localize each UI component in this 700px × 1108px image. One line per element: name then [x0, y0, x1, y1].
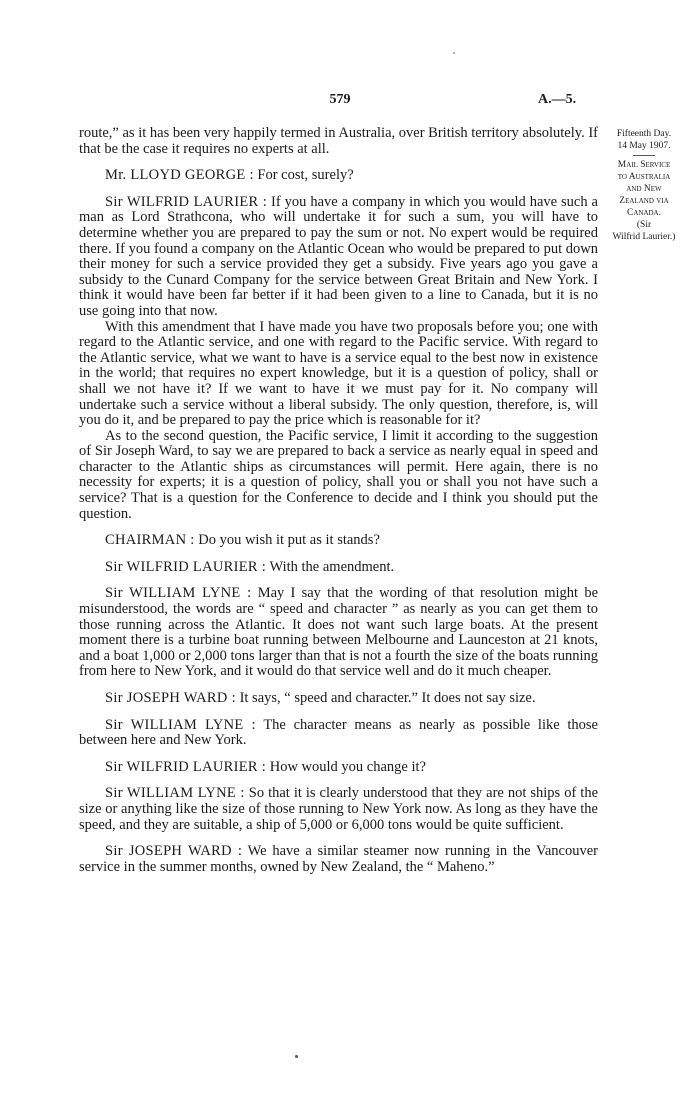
paragraph-text: route,” as it has been very happily termed in Australia, over British territory absolutely. If that be the case it requires no experts at all. — [79, 125, 598, 157]
paragraph-text: We have a similar steamer now running in the Vancouver service in the summer months, owned by New Zealand, the “ Maheno.” — [79, 843, 598, 875]
margin-topic-line: Mail Service — [617, 160, 671, 170]
margin-date: 14 May 1907. — [617, 141, 671, 151]
margin-divider — [633, 155, 655, 156]
margin-topic-line: Canada. — [627, 208, 661, 218]
paragraph — [79, 786, 598, 833]
paragraph — [79, 429, 598, 523]
margin-topic-line: and New — [626, 184, 662, 194]
paragraph — [79, 691, 598, 707]
paragraph-text: With the amendment. — [269, 558, 395, 575]
speaker-name: Sir WILFRID LAURIER : — [105, 758, 267, 775]
paragraph-text: As to the second question, the Pacific service, I limit it according to the suggestion of Sir Joseph Ward, to say we are prepared to back a service as nearly equal in speed and character to the Atlantic ships as circumstances will permit. Here again, there is no necessity for experts; it is a question of policy, shall you or shall you not have such a service? That is a question for the Conference to decide and I think you should put the question. — [79, 427, 598, 522]
margin-speaker-line: Wilfrid Laurier.) — [612, 232, 676, 242]
page-number: 579 — [329, 92, 351, 107]
paragraph-text: Do you wish it put as it stands? — [198, 532, 380, 549]
paragraph — [79, 533, 598, 549]
paragraph-text: May I say that the wording of that resolution might be misunderstood, the words are “ speed and character ” as nearly as you can get them to those running across the Atlantic. It does not want such large boats. At the present moment there is a turbine boat running between Melbourne and Launceston at 21 knots, and a boat 1,000 or 2,000 tons larger than that is not a fourth the size of the boats running from here to New York, and it would do that service well and do it much cheaper. — [79, 585, 599, 680]
paragraph-text: For cost, surely? — [257, 167, 354, 184]
document-reference: A.—5. — [538, 92, 577, 107]
paragraph-text: How would you change it? — [269, 758, 426, 775]
margin-speaker-line: (Sir — [636, 220, 652, 230]
paragraph — [79, 320, 598, 429]
paragraph-text: The character means as nearly as possible like those between here and New York. — [79, 716, 598, 749]
paragraph — [79, 718, 598, 749]
paragraph-text: With this amendment that I have made you have two proposals before you; one with regard to the Atlantic service, and one with regard to the Pacific service. With regard to the Atlantic service, what we want to have is a service equal to the best now in existence in the world; that requires no expert knowledge, but it is a question of policy, shall or shall we not have it? If we want to have it we must pay for it. No company will undertake such a service without a liberal subsidy. The only question, therefore, is, will you do it, and be prepared to pay the price which is reasonable for it? — [79, 318, 598, 429]
paragraph — [79, 586, 598, 680]
paragraph — [79, 195, 598, 320]
speaker-name: Sir WILFRID LAURIER : — [105, 193, 268, 210]
paragraph — [79, 126, 598, 157]
paragraph-text: So that it is clearly understood that they are not ships of the size or anything like the size of those running to New York now. As long as they have the speed, and they are suitable, a ship of 5,000 or 6,000 tons would be quite sufficient. — [79, 785, 599, 833]
speaker-name: CHAIRMAN : — [105, 532, 195, 549]
paper-speck — [453, 52, 455, 54]
margin-topic-line: Zealand via — [619, 196, 669, 206]
paragraph-text: It says, “ speed and character.” It does not say size. — [239, 690, 536, 706]
speaker-name: Sir WILLIAM LYNE : — [105, 785, 245, 802]
paragraph — [79, 760, 598, 776]
speaker-name: Mr. LLOYD GEORGE : — [105, 167, 254, 184]
speaker-name: Sir JOSEPH WARD : — [105, 843, 243, 860]
paragraph — [79, 844, 598, 875]
bottom-dot — [295, 1055, 298, 1058]
paragraph-text: If you have a company in which you would have such a man as Lord Strathcona, who will undertake it for such a sum, you will have to determine whether you are prepared to pay the sum or not. No expert would be required there. If you found a company on the Atlantic Ocean who would be prepared to put down their money for such a service provided they get a subsidy. Five years ago you gave a subsidy to the Cunard Company for the service between Great Britain and New York. I think it would have been far better if it had been given to a line to Canada, but it is no use going into that now. — [79, 193, 598, 319]
speaker-name: Sir WILLIAM LYNE : — [105, 585, 252, 602]
margin-topic-line: to Australia — [617, 172, 671, 182]
speaker-name: Sir JOSEPH WARD : — [105, 690, 236, 706]
body-text — [79, 126, 598, 875]
paragraph — [79, 168, 598, 184]
margin-day: Fifteenth Day. — [616, 129, 672, 139]
speaker-name: Sir WILLIAM LYNE : — [105, 716, 256, 733]
paragraph — [79, 560, 598, 576]
speaker-name: Sir WILFRID LAURIER : — [105, 558, 267, 575]
margin-note — [604, 128, 684, 243]
